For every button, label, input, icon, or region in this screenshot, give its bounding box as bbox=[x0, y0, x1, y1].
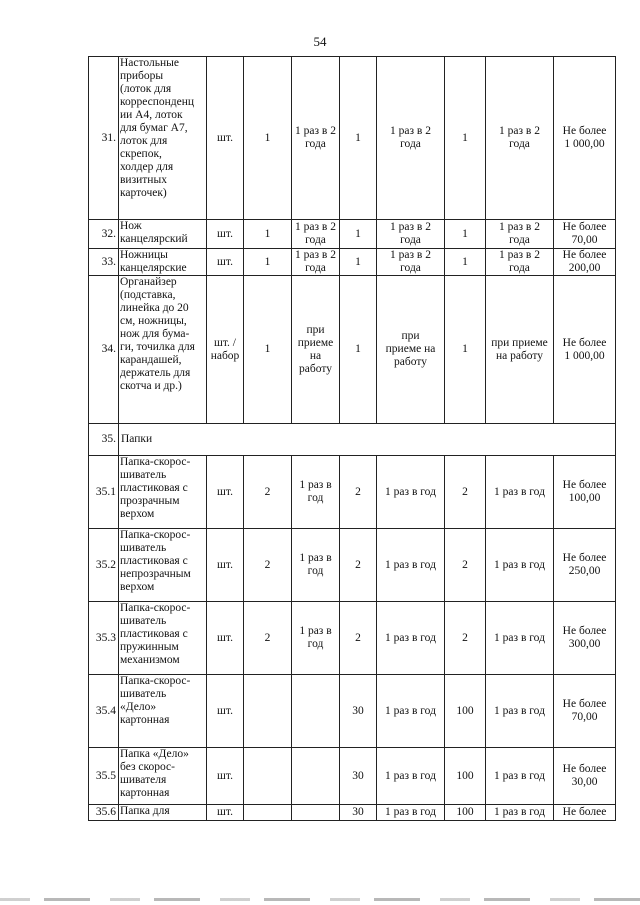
period-1: 1 раз в год bbox=[292, 602, 340, 675]
unit-cell: шт. bbox=[207, 748, 244, 805]
supplies-table bbox=[88, 56, 616, 821]
period-2: 1 раз в год bbox=[377, 529, 445, 602]
unit-cell: шт. / набор bbox=[207, 276, 244, 424]
quantity-1 bbox=[244, 805, 292, 821]
table-row bbox=[89, 276, 616, 424]
period-3: при приеме на работу bbox=[486, 276, 554, 424]
quantity-2: 30 bbox=[340, 675, 377, 748]
price-limit: Не более 70,00 bbox=[554, 675, 616, 748]
period-1: при приеме на работу bbox=[292, 276, 340, 424]
price-limit: Не более 100,00 bbox=[554, 456, 616, 529]
table-row bbox=[89, 456, 616, 529]
table-row bbox=[89, 249, 616, 276]
unit-cell: шт. bbox=[207, 57, 244, 220]
quantity-3: 100 bbox=[445, 748, 486, 805]
quantity-3: 2 bbox=[445, 602, 486, 675]
quantity-1 bbox=[244, 675, 292, 748]
price-limit: Не более 1 000,00 bbox=[554, 276, 616, 424]
table-row bbox=[89, 424, 616, 456]
quantity-3: 2 bbox=[445, 456, 486, 529]
period-2: 1 раз в год bbox=[377, 805, 445, 821]
item-name: Органайзер (подставка, линейка до 20 см, ножницы, нож для бума- ги, точилка для карандашей, держатель для скотча и др.) bbox=[119, 276, 207, 424]
table-row bbox=[89, 675, 616, 748]
row-number: 35.5 bbox=[89, 748, 119, 805]
unit-cell: шт. bbox=[207, 675, 244, 748]
price-limit: Не более 250,00 bbox=[554, 529, 616, 602]
period-1 bbox=[292, 675, 340, 748]
quantity-2: 30 bbox=[340, 805, 377, 821]
table-row bbox=[89, 220, 616, 249]
item-name: Настольные приборы (лоток для корреспонденц ии А4, лоток для бумаг А7, лоток для скрепок, холдер для визитных карточек) bbox=[119, 57, 207, 220]
price-limit: Не более 300,00 bbox=[554, 602, 616, 675]
quantity-3: 100 bbox=[445, 805, 486, 821]
period-3: 1 раз в год bbox=[486, 529, 554, 602]
period-3: 1 раз в 2 года bbox=[486, 249, 554, 276]
quantity-1: 2 bbox=[244, 602, 292, 675]
period-2: 1 раз в год bbox=[377, 748, 445, 805]
item-name: Папка-скорос- шиватель пластиковая с прозрачным верхом bbox=[119, 456, 207, 529]
quantity-2: 1 bbox=[340, 276, 377, 424]
quantity-3: 2 bbox=[445, 529, 486, 602]
table-row bbox=[89, 57, 616, 220]
item-name: Папка-скорос- шиватель пластиковая с непрозрачным верхом bbox=[119, 529, 207, 602]
row-number: 35.4 bbox=[89, 675, 119, 748]
quantity-2: 30 bbox=[340, 748, 377, 805]
unit-cell: шт. bbox=[207, 602, 244, 675]
quantity-2: 1 bbox=[340, 249, 377, 276]
period-2: 1 раз в 2 года bbox=[377, 57, 445, 220]
period-2: 1 раз в год bbox=[377, 602, 445, 675]
item-name: Папка-скорос- шиватель «Дело» картонная bbox=[119, 675, 207, 748]
table-row bbox=[89, 748, 616, 805]
quantity-1: 1 bbox=[244, 220, 292, 249]
page-number: 54 bbox=[313, 34, 327, 49]
period-3: 1 раз в 2 года bbox=[486, 220, 554, 249]
period-2: 1 раз в 2 года bbox=[377, 220, 445, 249]
quantity-2: 2 bbox=[340, 456, 377, 529]
period-1: 1 раз в год bbox=[292, 456, 340, 529]
period-1: 1 раз в 2 года bbox=[292, 249, 340, 276]
row-number: 32. bbox=[89, 220, 119, 249]
price-limit: Не более 200,00 bbox=[554, 249, 616, 276]
quantity-1 bbox=[244, 748, 292, 805]
unit-cell: шт. bbox=[207, 805, 244, 821]
quantity-3: 1 bbox=[445, 57, 486, 220]
row-number: 35.3 bbox=[89, 602, 119, 675]
table-row bbox=[89, 529, 616, 602]
period-3: 1 раз в год bbox=[486, 748, 554, 805]
item-name: Папка «Дело» без скорос- шивателя картонная bbox=[119, 748, 207, 805]
quantity-2: 1 bbox=[340, 57, 377, 220]
section-title: Папки bbox=[119, 424, 616, 456]
period-3: 1 раз в год bbox=[486, 675, 554, 748]
row-number: 31. bbox=[89, 57, 119, 220]
quantity-1: 2 bbox=[244, 529, 292, 602]
price-limit: Не более 1 000,00 bbox=[554, 57, 616, 220]
quantity-1: 1 bbox=[244, 276, 292, 424]
row-number: 34. bbox=[89, 276, 119, 424]
row-number: 35.1 bbox=[89, 456, 119, 529]
period-3: 1 раз в год bbox=[486, 456, 554, 529]
period-3: 1 раз в год bbox=[486, 805, 554, 821]
quantity-3: 1 bbox=[445, 249, 486, 276]
quantity-2: 2 bbox=[340, 602, 377, 675]
quantity-3: 1 bbox=[445, 276, 486, 424]
quantity-1: 2 bbox=[244, 456, 292, 529]
item-name: Папка-скорос- шиватель пластиковая с пружинным механизмом bbox=[119, 602, 207, 675]
price-limit: Не более 70,00 bbox=[554, 220, 616, 249]
row-number: 35.6 bbox=[89, 805, 119, 821]
quantity-1: 1 bbox=[244, 249, 292, 276]
unit-cell: шт. bbox=[207, 249, 244, 276]
period-2: 1 раз в 2 года bbox=[377, 249, 445, 276]
period-3: 1 раз в 2 года bbox=[486, 57, 554, 220]
price-limit: Не более bbox=[554, 805, 616, 821]
period-2: 1 раз в год bbox=[377, 675, 445, 748]
period-1: 1 раз в 2 года bbox=[292, 57, 340, 220]
item-name: Папка для bbox=[119, 805, 207, 821]
table-row bbox=[89, 602, 616, 675]
row-number: 35. bbox=[89, 424, 119, 456]
unit-cell: шт. bbox=[207, 529, 244, 602]
row-number: 35.2 bbox=[89, 529, 119, 602]
period-1 bbox=[292, 805, 340, 821]
period-1: 1 раз в год bbox=[292, 529, 340, 602]
item-name: Нож канцелярский bbox=[119, 220, 207, 249]
quantity-2: 2 bbox=[340, 529, 377, 602]
unit-cell: шт. bbox=[207, 456, 244, 529]
quantity-1: 1 bbox=[244, 57, 292, 220]
quantity-2: 1 bbox=[340, 220, 377, 249]
quantity-3: 100 bbox=[445, 675, 486, 748]
period-2: 1 раз в год bbox=[377, 456, 445, 529]
period-1: 1 раз в 2 года bbox=[292, 220, 340, 249]
period-1 bbox=[292, 748, 340, 805]
quantity-3: 1 bbox=[445, 220, 486, 249]
table-row bbox=[89, 805, 616, 821]
scan-artifact bbox=[0, 898, 640, 901]
period-2: при приеме на работу bbox=[377, 276, 445, 424]
period-3: 1 раз в год bbox=[486, 602, 554, 675]
unit-cell: шт. bbox=[207, 220, 244, 249]
item-name: Ножницы канцелярские bbox=[119, 249, 207, 276]
price-limit: Не более 30,00 bbox=[554, 748, 616, 805]
row-number: 33. bbox=[89, 249, 119, 276]
